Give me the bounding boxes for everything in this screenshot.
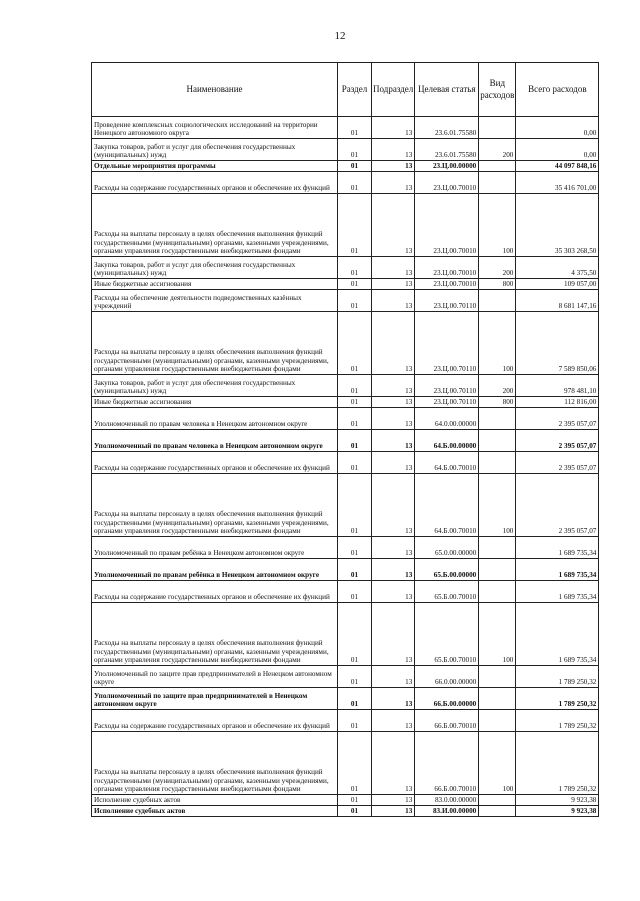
table-row <box>92 710 599 732</box>
table-row <box>92 559 599 581</box>
row-kind: 800 <box>479 397 516 408</box>
row-kind: 100 <box>479 194 516 257</box>
row-name: Расходы на обеспечение деятельности подведомственных казённых учреждений <box>92 290 338 312</box>
row-total: 7 589 850,06 <box>516 312 599 375</box>
row-target: 65.Б.00.00000 <box>415 559 479 581</box>
row-subsection: 13 <box>372 806 415 817</box>
row-name: Уполномоченный по правам ребёнка в Ненецком автономном округе <box>92 559 338 581</box>
table-row <box>92 161 599 172</box>
row-subsection: 13 <box>372 537 415 559</box>
row-subsection: 13 <box>372 375 415 397</box>
row-name: Уполномоченный по правам человека в Ненецком автономном округе <box>92 430 338 452</box>
row-target: 23.Ц.00.70010 <box>415 279 479 290</box>
row-total: 1 789 250,32 <box>516 688 599 710</box>
row-total: 1 689 735,34 <box>516 603 599 666</box>
row-name: Закупка товаров, работ и услуг для обеспечения государственных (муниципальных) нужд <box>92 375 338 397</box>
row-subsection: 13 <box>372 172 415 194</box>
row-total: 0,00 <box>516 117 599 139</box>
row-kind <box>479 559 516 581</box>
row-name: Уполномоченный по правам ребёнка в Ненецком автономном округе <box>92 537 338 559</box>
row-section: 01 <box>338 257 372 279</box>
row-kind <box>479 117 516 139</box>
row-total: 1 789 250,32 <box>516 666 599 688</box>
row-section: 01 <box>338 312 372 375</box>
table-row <box>92 430 599 452</box>
row-target: 65.Б.00.70010 <box>415 603 479 666</box>
row-section: 01 <box>338 375 372 397</box>
row-kind <box>479 710 516 732</box>
table-row <box>92 397 599 408</box>
row-target: 23.Ц.00.70110 <box>415 290 479 312</box>
row-kind <box>479 666 516 688</box>
row-subsection: 13 <box>372 194 415 257</box>
row-target: 23.Ц.00.70010 <box>415 172 479 194</box>
row-kind <box>479 806 516 817</box>
row-total: 2 395 057,07 <box>516 408 599 430</box>
row-target: 23.Ц.00.70010 <box>415 257 479 279</box>
row-subsection: 13 <box>372 257 415 279</box>
row-target: 64.Б.00.70010 <box>415 452 479 474</box>
row-subsection: 13 <box>372 710 415 732</box>
row-name: Отдельные мероприятия программы <box>92 161 338 172</box>
row-kind <box>479 290 516 312</box>
row-name: Расходы на содержание государственных органов и обеспечение их функций <box>92 172 338 194</box>
row-target: 83.0.00.00000 <box>415 795 479 806</box>
row-subsection: 13 <box>372 397 415 408</box>
row-name: Исполнение судебных актов <box>92 806 338 817</box>
row-kind: 100 <box>479 732 516 795</box>
row-total: 35 416 701,00 <box>516 172 599 194</box>
header-kind: Вид расходов <box>479 63 516 117</box>
page-number: 12 <box>334 30 346 42</box>
table-row <box>92 603 599 666</box>
row-subsection: 13 <box>372 161 415 172</box>
row-section: 01 <box>338 732 372 795</box>
table-row <box>92 537 599 559</box>
row-total: 112 816,00 <box>516 397 599 408</box>
row-section: 01 <box>338 430 372 452</box>
row-subsection: 13 <box>372 279 415 290</box>
row-section: 01 <box>338 397 372 408</box>
row-subsection: 13 <box>372 603 415 666</box>
row-total: 9 923,38 <box>516 795 599 806</box>
row-name: Закупка товаров, работ и услуг для обеспечения государственных (муниципальных) нужд <box>92 257 338 279</box>
table-row <box>92 581 599 603</box>
row-name: Расходы на выплаты персоналу в целях обеспечения выполнения функций государственными (муниципальными) органами, казенными учреждениями, органами управления государственными внебюджетными фондами <box>92 312 338 375</box>
row-name: Иные бюджетные ассигнования <box>92 397 338 408</box>
table-row <box>92 139 599 161</box>
row-section: 01 <box>338 710 372 732</box>
row-subsection: 13 <box>372 732 415 795</box>
table-row <box>92 172 599 194</box>
row-total: 1 689 735,34 <box>516 559 599 581</box>
table-row <box>92 117 599 139</box>
row-subsection: 13 <box>372 452 415 474</box>
row-section: 01 <box>338 806 372 817</box>
row-kind: 200 <box>479 375 516 397</box>
header-total: Всего расходов <box>516 63 599 117</box>
row-target: 83.И.00.00000 <box>415 806 479 817</box>
table-row <box>92 806 599 817</box>
row-section: 01 <box>338 194 372 257</box>
row-kind <box>479 408 516 430</box>
header-name: Наименование <box>92 63 338 117</box>
row-name: Уполномоченный по защите прав предпринимателей в Ненецком автономном округе <box>92 666 338 688</box>
row-subsection: 13 <box>372 666 415 688</box>
row-total: 4 375,50 <box>516 257 599 279</box>
table-row <box>92 279 599 290</box>
row-kind: 200 <box>479 257 516 279</box>
row-target: 66.0.00.00000 <box>415 666 479 688</box>
row-total: 1 689 735,34 <box>516 537 599 559</box>
header-target: Целевая статья <box>415 63 479 117</box>
row-section: 01 <box>338 581 372 603</box>
row-section: 01 <box>338 795 372 806</box>
row-total: 8 681 147,16 <box>516 290 599 312</box>
row-name: Иные бюджетные ассигнования <box>92 279 338 290</box>
table-row <box>92 732 599 795</box>
row-kind: 200 <box>479 139 516 161</box>
row-target: 66.Б.00.00000 <box>415 688 479 710</box>
table-row <box>92 375 599 397</box>
row-target: 23.Ц.00.70110 <box>415 375 479 397</box>
row-subsection: 13 <box>372 795 415 806</box>
row-target: 64.0.00.00000 <box>415 408 479 430</box>
row-name: Исполнение судебных актов <box>92 795 338 806</box>
row-target: 23.Ц.00.70010 <box>415 194 479 257</box>
row-name: Расходы на выплаты персоналу в целях обеспечения выполнения функций государственными (муниципальными) органами, казенными учреждениями, органами управления государственными внебюджетными фондами <box>92 474 338 537</box>
row-total: 2 395 057,07 <box>516 452 599 474</box>
row-target: 64.Б.00.70010 <box>415 474 479 537</box>
row-subsection: 13 <box>372 139 415 161</box>
row-kind <box>479 172 516 194</box>
row-target: 66.Б.00.70010 <box>415 710 479 732</box>
table-row <box>92 688 599 710</box>
row-subsection: 13 <box>372 688 415 710</box>
row-subsection: 13 <box>372 117 415 139</box>
row-section: 01 <box>338 559 372 581</box>
row-total: 109 057,00 <box>516 279 599 290</box>
row-total: 0,00 <box>516 139 599 161</box>
row-total: 1 789 250,32 <box>516 710 599 732</box>
budget-table <box>91 62 599 817</box>
row-target: 65.Б.00.70010 <box>415 581 479 603</box>
row-total: 35 303 268,50 <box>516 194 599 257</box>
row-target: 23.Ц.00.00000 <box>415 161 479 172</box>
row-name: Уполномоченный по правам человека в Ненецком автономном округе <box>92 408 338 430</box>
row-name: Расходы на выплаты персоналу в целях обеспечения выполнения функций государственными (муниципальными) органами, казенными учреждениями, органами управления государственными внебюджетными фондами <box>92 732 338 795</box>
row-section: 01 <box>338 474 372 537</box>
row-section: 01 <box>338 172 372 194</box>
table-row <box>92 452 599 474</box>
row-section: 01 <box>338 279 372 290</box>
row-total: 2 395 057,07 <box>516 474 599 537</box>
row-name: Расходы на выплаты персоналу в целях обеспечения выполнения функций государственными (муниципальными) органами, казенными учреждениями, органами управления государственными внебюджетными фондами <box>92 603 338 666</box>
row-section: 01 <box>338 452 372 474</box>
row-section: 01 <box>338 666 372 688</box>
table-row <box>92 408 599 430</box>
row-total: 9 923,38 <box>516 806 599 817</box>
table-row <box>92 194 599 257</box>
row-section: 01 <box>338 290 372 312</box>
row-target: 66.Б.00.70010 <box>415 732 479 795</box>
row-subsection: 13 <box>372 559 415 581</box>
row-target: 23.Ц.00.70110 <box>415 397 479 408</box>
row-subsection: 13 <box>372 290 415 312</box>
row-subsection: 13 <box>372 474 415 537</box>
row-section: 01 <box>338 161 372 172</box>
row-total: 1 689 735,34 <box>516 581 599 603</box>
table-row <box>92 666 599 688</box>
table-row <box>92 257 599 279</box>
row-section: 01 <box>338 139 372 161</box>
row-name: Расходы на содержание государственных органов и обеспечение их функций <box>92 452 338 474</box>
row-target: 23.6.01.75580 <box>415 139 479 161</box>
row-kind <box>479 161 516 172</box>
row-kind: 800 <box>479 279 516 290</box>
row-kind <box>479 452 516 474</box>
row-target: 65.0.00.00000 <box>415 537 479 559</box>
row-name: Расходы на содержание государственных органов и обеспечение их функций <box>92 710 338 732</box>
row-kind <box>479 581 516 603</box>
header-subsection: Подраздел <box>372 63 415 117</box>
row-total: 2 395 057,07 <box>516 430 599 452</box>
row-name: Расходы на выплаты персоналу в целях обеспечения выполнения функций государственными (муниципальными) органами, казенными учреждениями, органами управления государственными внебюджетными фондами <box>92 194 338 257</box>
row-kind <box>479 795 516 806</box>
table-row <box>92 795 599 806</box>
row-name: Закупка товаров, работ и услуг для обеспечения государственных (муниципальных) нужд <box>92 139 338 161</box>
row-kind: 100 <box>479 603 516 666</box>
table-row <box>92 312 599 375</box>
row-kind: 100 <box>479 312 516 375</box>
row-total: 978 481,10 <box>516 375 599 397</box>
row-section: 01 <box>338 117 372 139</box>
row-target: 23.Ц.00.70110 <box>415 312 479 375</box>
row-total: 1 789 250,32 <box>516 732 599 795</box>
row-subsection: 13 <box>372 312 415 375</box>
row-section: 01 <box>338 688 372 710</box>
row-kind <box>479 430 516 452</box>
row-kind <box>479 688 516 710</box>
header-section: Раздел <box>338 63 372 117</box>
row-subsection: 13 <box>372 430 415 452</box>
row-subsection: 13 <box>372 581 415 603</box>
row-subsection: 13 <box>372 408 415 430</box>
row-target: 23.6.01.75580 <box>415 117 479 139</box>
table-header-row <box>92 63 599 117</box>
row-section: 01 <box>338 537 372 559</box>
table-row <box>92 474 599 537</box>
table-row <box>92 290 599 312</box>
row-kind: 100 <box>479 474 516 537</box>
row-name: Уполномоченный по защите прав предпринимателей в Ненецком автономном округе <box>92 688 338 710</box>
row-section: 01 <box>338 603 372 666</box>
row-name: Расходы на содержание государственных органов и обеспечение их функций <box>92 581 338 603</box>
row-target: 64.Б.00.00000 <box>415 430 479 452</box>
row-kind <box>479 537 516 559</box>
row-total: 44 097 848,16 <box>516 161 599 172</box>
row-name: Проведение комплексных социологических исследований на территории Ненецкого автономного округа <box>92 117 338 139</box>
row-section: 01 <box>338 408 372 430</box>
